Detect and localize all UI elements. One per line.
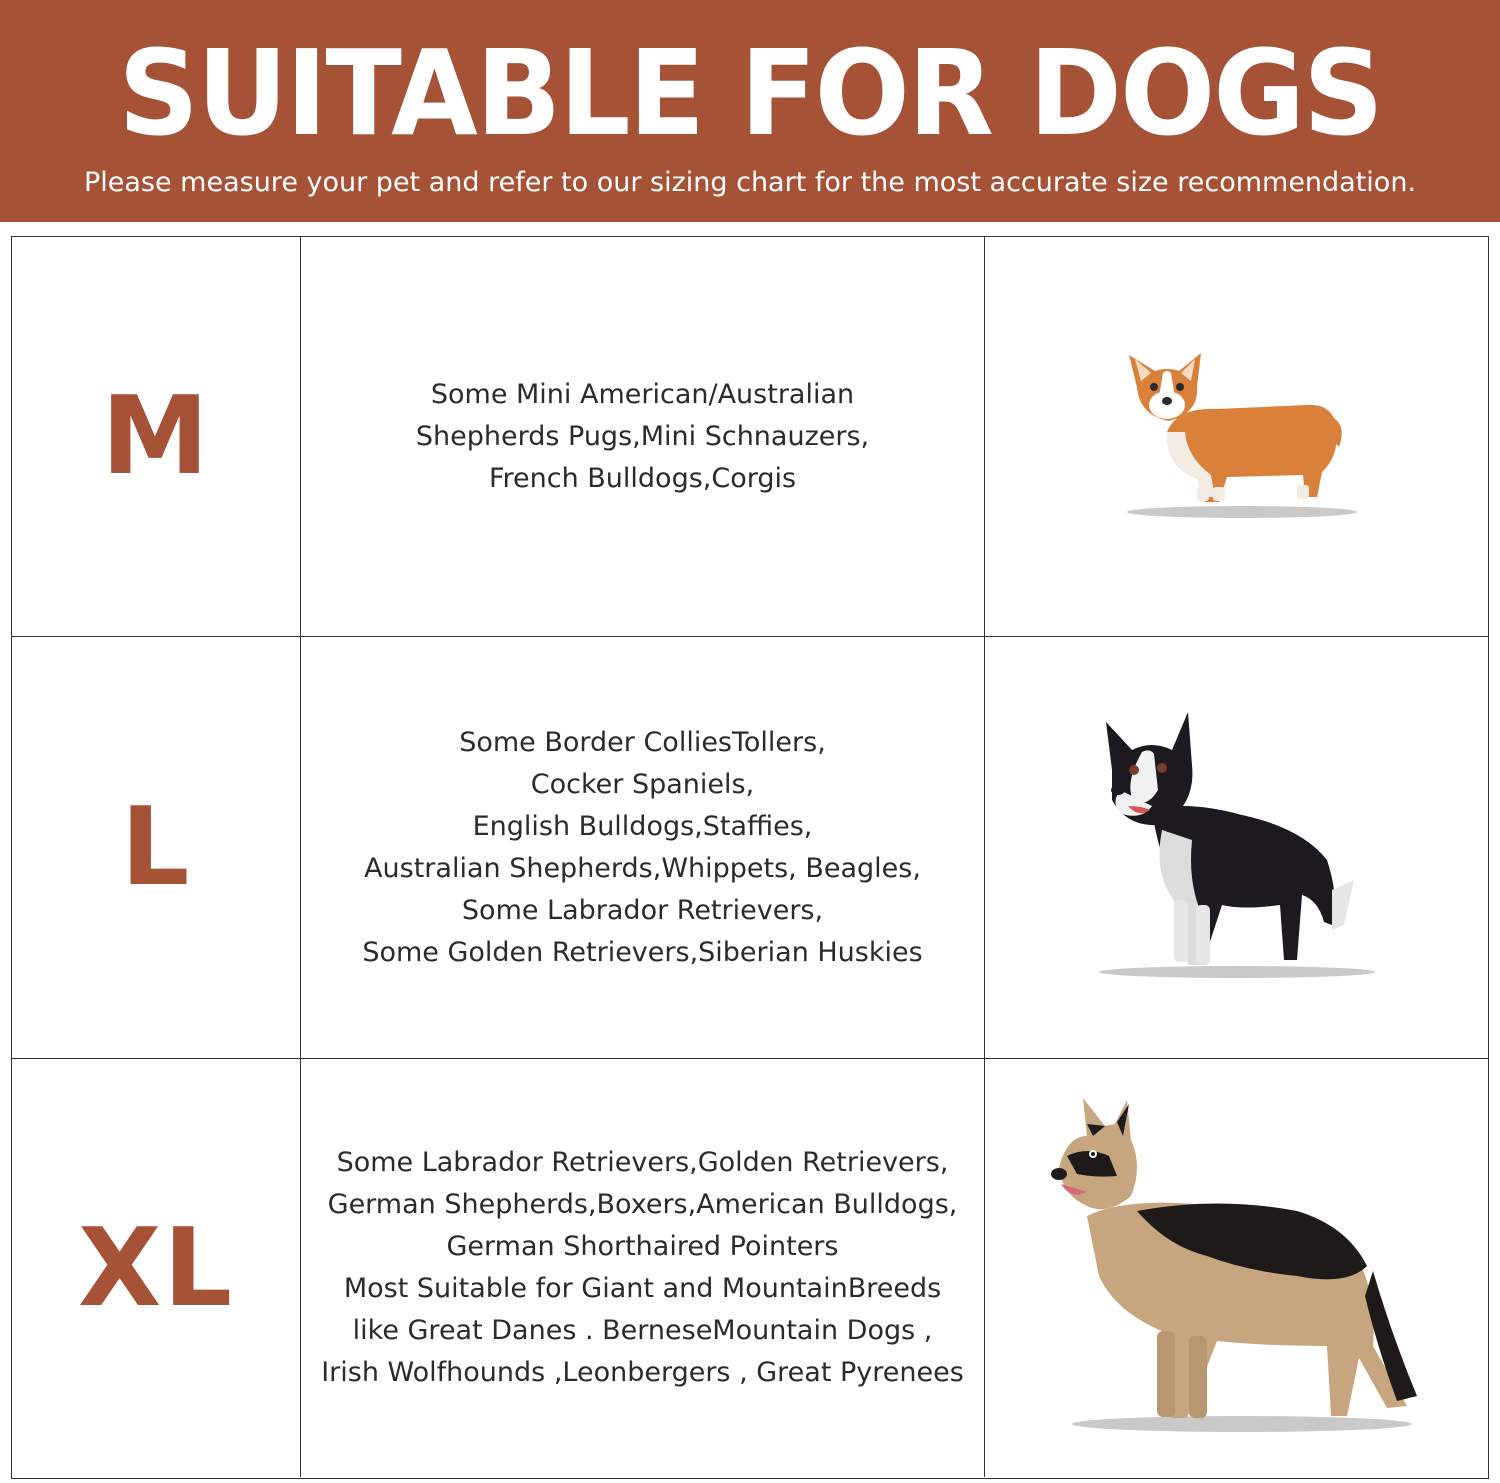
page-title: SUITABLE FOR DOGS	[118, 25, 1382, 163]
size-label-l: L	[120, 785, 192, 910]
border-collie-illustration	[1092, 710, 1382, 985]
table-row-xl	[12, 1058, 1488, 1477]
breed-line: Some Labrador Retrievers,Golden Retrievers,	[336, 1147, 949, 1178]
illustration-cell	[985, 1059, 1488, 1477]
illustration-cell	[985, 237, 1488, 636]
illustration-cell	[985, 637, 1488, 1058]
size-cell	[12, 637, 301, 1058]
breed-line: Shepherds Pugs,Mini Schnauzers,	[415, 420, 870, 452]
size-label-xl: XL	[77, 1205, 235, 1331]
breed-line: Some Labrador Retrievers,	[461, 894, 824, 926]
table-row-m	[12, 237, 1488, 636]
page-subtitle: Please measure your pet and refer to our sizing chart for the most accurate size recommendation.	[83, 167, 1417, 198]
german-shepherd-illustration	[1047, 1096, 1427, 1441]
breed-line: Australian Shepherds,Whippets, Beagles,	[364, 852, 921, 884]
breed-line: German Shorthaired Pointers	[446, 1231, 839, 1262]
size-label-m: M	[101, 374, 211, 499]
breeds-cell	[301, 1059, 985, 1477]
breed-line: Most Suitable for Giant and MountainBreeds	[343, 1273, 942, 1304]
table-row-l	[12, 636, 1488, 1058]
breed-line: Cocker Spaniels,	[530, 768, 755, 800]
breed-line: Some Mini American/Australian	[430, 378, 855, 410]
breeds-list-l	[362, 722, 922, 974]
breeds-list-m	[416, 374, 869, 500]
breed-line: like Great Danes . BerneseMountain Dogs ,	[352, 1315, 933, 1346]
corgi-illustration	[1107, 347, 1367, 527]
size-cell	[12, 1059, 301, 1477]
breed-line: English Bulldogs,Staffies,	[472, 810, 813, 842]
header-banner	[0, 0, 1500, 222]
size-cell	[12, 237, 301, 636]
breeds-cell	[301, 637, 985, 1058]
breed-line: Some Border ColliesTollers,	[459, 726, 826, 758]
breeds-list-xl	[321, 1142, 964, 1394]
breed-line: German Shepherds,Boxers,American Bulldogs,	[327, 1189, 958, 1220]
size-table	[11, 236, 1489, 1479]
breed-line: Irish Wolfhounds ,Leonbergers , Great Pyrenees	[321, 1357, 964, 1388]
breeds-cell	[301, 237, 985, 636]
breed-line: Some Golden Retrievers,Siberian Huskies	[362, 936, 923, 968]
breed-line: French Bulldogs,Corgis	[488, 462, 797, 494]
